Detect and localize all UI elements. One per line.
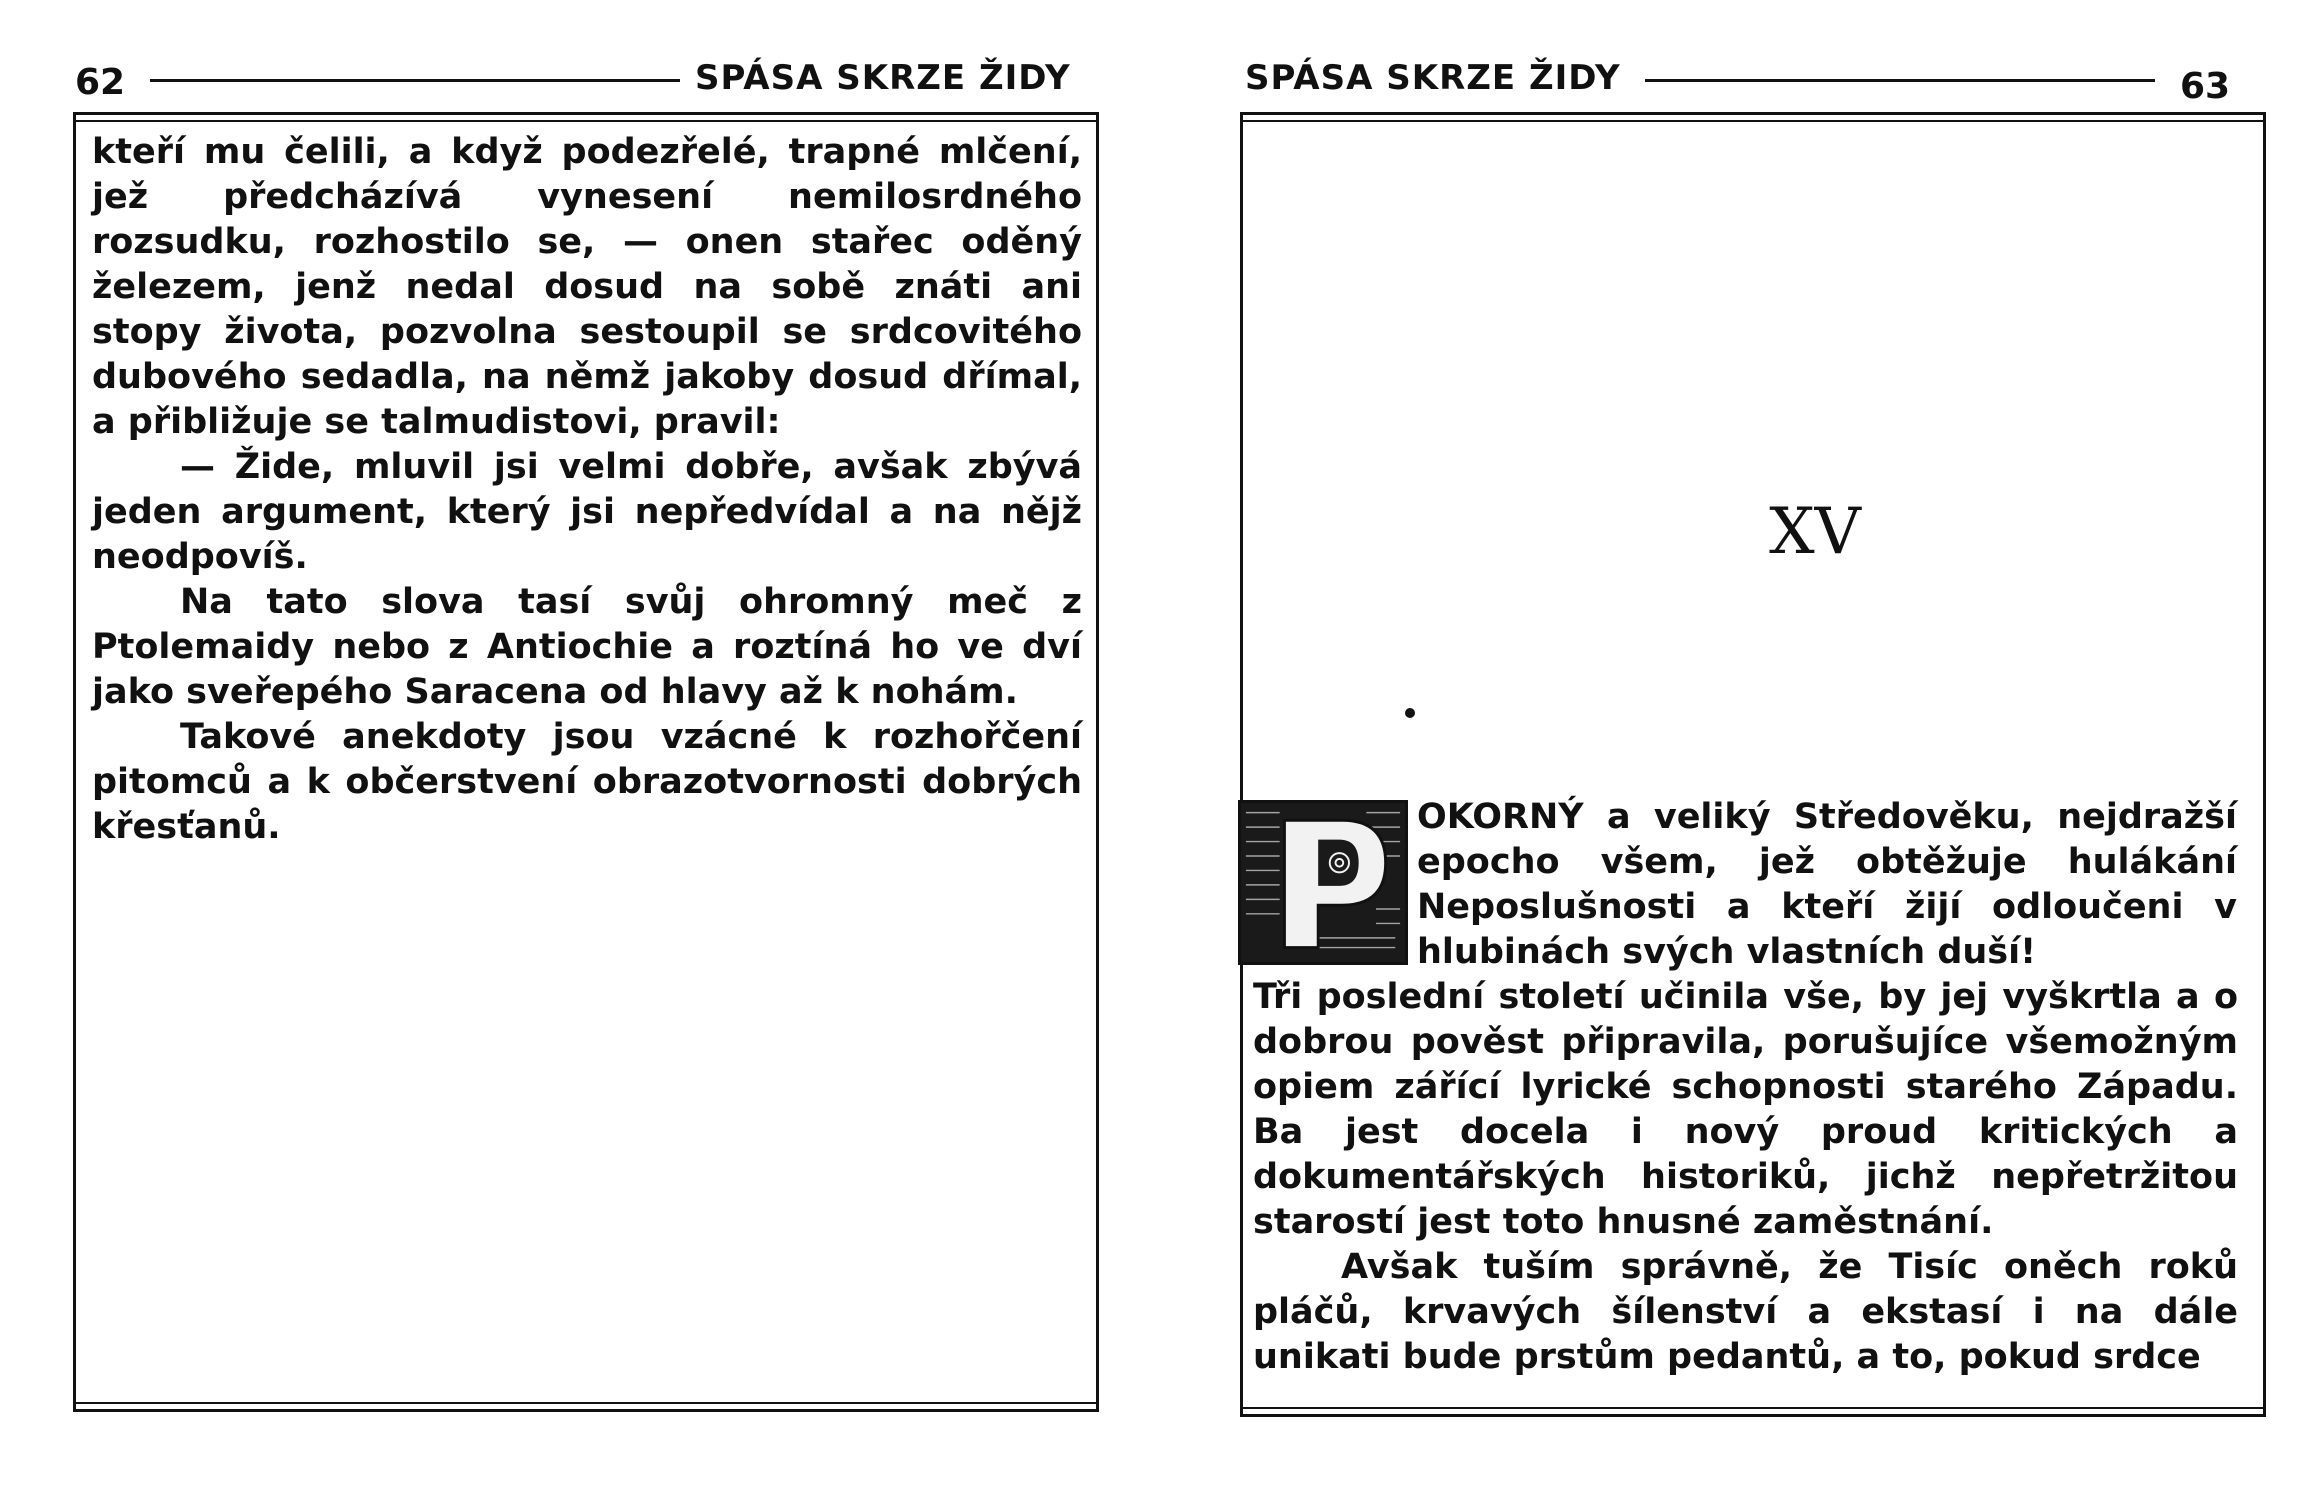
right-header [1155,58,2310,108]
page-number: 62 [75,62,126,103]
running-title: SPÁSA SKRZE ŽIDY [1245,58,1621,98]
paragraph: Na tato slova tasí svůj ohromný meč z Ptolemaidy nebo z Antiochie a roztíná ho ve dví jako sveřepého Saracena od hlavy až k nohám. [92,582,1082,712]
left-header [0,58,1155,108]
paragraph: Takové anekdoty jsou vzácné k rozhořčení pitomců a k občerstvení obrazotvornosti dobrých křesťanů. [92,717,1082,847]
chapter-number: XV [1769,495,1861,569]
page-number: 63 [2180,66,2231,107]
paragraph: Avšak tuším správně, že Tisíc oněch roků pláčů, krvavých šílenství a ekstasí i na dále unikati bude prstům pedantů, a to, pokud srdce [1253,1247,2238,1377]
header-rule [1645,79,2155,82]
drop-cap-text [1417,795,2237,975]
ornament-icon [1241,803,1405,962]
right-body-text [1253,975,2238,1380]
paragraph: OKORNÝ a veliký Středověku, nejdražší epocho všem, jež obtěžuje hulákání Neposlušnosti a kteří žijí odloučeni v hlubinách svých vlastních duší! [1417,797,2237,972]
paragraph: kteří mu čelili, a když podezřelé, trapné mlčení, jež předcházívá vynesení nemilosrdného rozsudku, rozhostilo se, — onen stařec oděný železem, jenž nedal dosud na sobě znáti ani stopy života, pozvolna sestoupil se srdcovitého dubového sedadla, na němž jakoby dosud dřímal, a přibližuje se talmudistovi, pravil: [92,132,1082,442]
right-page [1155,0,2310,1500]
decorated-initial-p [1238,800,1408,965]
paragraph: Tři poslední století učinila vše, by jej vyškrtla a o dobrou pověst připravila, porušujíce všemožným opiem zářící lyrické schopnosti starého Západu. Ba jest docela i nový proud kritických a dokumentářských historiků, jichž nepřetržitou starostí jest toto hnusné zaměstnání. [1253,977,2238,1242]
running-title: SPÁSA SKRZE ŽIDY [695,58,1071,98]
ornament-dot [1405,708,1415,718]
left-body-text [92,130,1082,850]
header-rule [150,79,680,82]
paragraph: — Žide, mluvil jsi velmi dobře, avšak zbývá jeden argument, který jsi nepředvídal a na nějž neodpovíš. [92,447,1082,577]
